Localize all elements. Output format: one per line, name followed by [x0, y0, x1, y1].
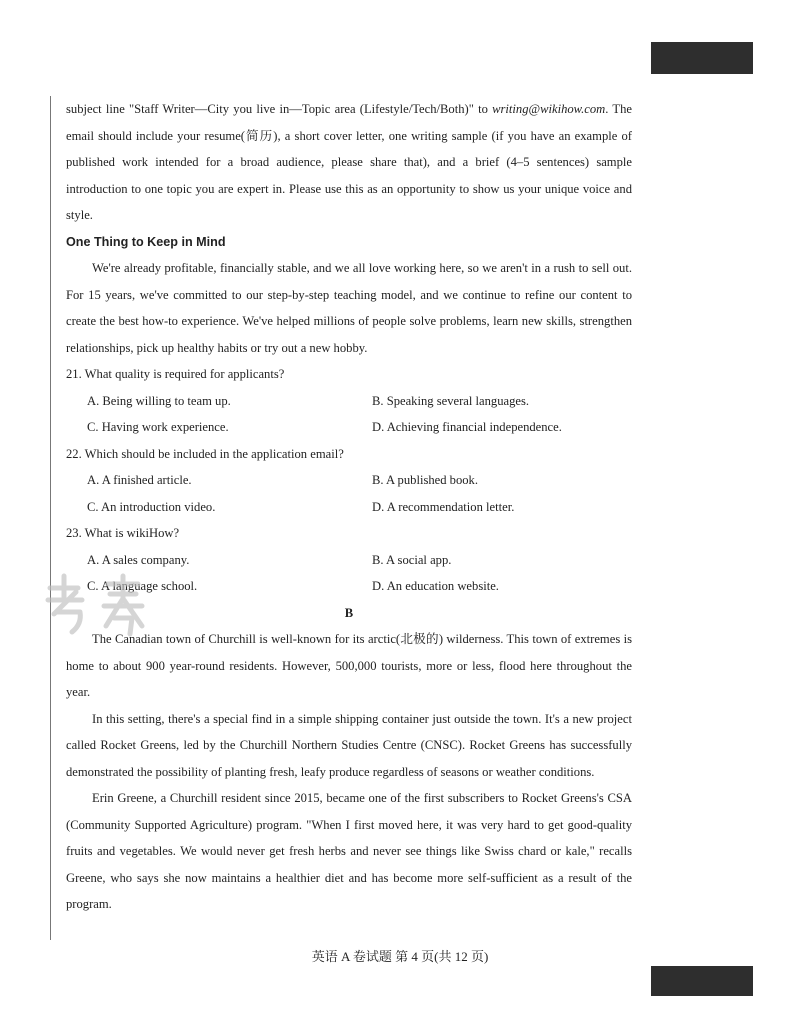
option-a: A. Being willing to team up.: [87, 393, 231, 408]
section-heading: One Thing to Keep in Mind: [66, 234, 226, 249]
passage-b-paragraph-2: In this setting, there's a special find in a simple shipping container just outside the town. It's a new project called Rocket Greens, led by the Churchill Northern Studies Centre (CNSC). Rocket Greens has successfully demonstrated the possibility of planting fresh, leafy produce regardless of seasons or weather conditions.: [66, 711, 632, 779]
keep-in-mind-paragraph: We're already profitable, financially stable, and we all love working here, so we aren't in a rush to sell out. For 15 years, we've committed to our step-by-step teaching model, and we continue to refine our content to create the best how-to experience. We've helped millions of people solve problems, learn new skills, strengthen relationships, pick up healthy habits or try out a new hobby.: [66, 261, 632, 355]
option-a: A. A finished article.: [87, 473, 192, 487]
margin-rule: [50, 96, 51, 940]
scan-corner-mark-bottom: [651, 966, 753, 996]
option-a: A. A sales company.: [87, 552, 190, 567]
option-c: C. A language school.: [87, 579, 198, 593]
email-address: writing@wikihow.com: [492, 102, 606, 116]
scan-corner-mark-top: [651, 42, 753, 74]
document-body: [66, 96, 632, 918]
option-c: C. Having work experience.: [87, 420, 229, 434]
option-c: C. An introduction video.: [87, 499, 216, 514]
option-b: B. Speaking several languages.: [372, 393, 530, 408]
page-footer: 英语 A 卷试题 第 4 页(共 12 页): [311, 949, 489, 964]
question-22: 22. Which should be included in the application email?: [66, 446, 344, 461]
email-paragraph: [66, 96, 632, 229]
question-block: [66, 361, 632, 600]
question-21-options: [66, 388, 632, 441]
passage-b-paragraph-3: Erin Greene, a Churchill resident since 2015, became one of the first subscribers to Rocket Greens's CSA (Community Supported Agriculture) program. "When I first moved here, it was very hard to get good-quality fruits and vegetables. We would never get fresh herbs and never see things like Swiss chard or kale," recalls Greene, who says she now maintains a healthier diet and has become more self-sufficient as a result of the program.: [66, 791, 632, 911]
question-21: 21. What quality is required for applicants?: [66, 367, 285, 381]
option-d: D. An education website.: [372, 579, 499, 593]
option-b: B. A published book.: [372, 473, 479, 487]
option-d: D. A recommendation letter.: [372, 499, 515, 514]
email-paragraph-suffix: . The email should include your resume(简历), a short cover letter, one writing sample (if you have an example of published work intended for a broad audience, please share that), and a brief (4–5 sentences) sample introduction to one topic you are expert in. Please use this as an opportunity to show us your unique voice and style.: [66, 102, 632, 222]
option-d: D. Achieving financial independence.: [372, 420, 562, 434]
option-b: B. A social app.: [372, 552, 452, 567]
question-23: 23. What is wikiHow?: [66, 526, 180, 540]
passage-b-label: B: [344, 605, 354, 620]
email-paragraph-prefix: subject line "Staff Writer—City you live in—Topic area (Lifestyle/Tech/Both)" to: [66, 102, 493, 116]
passage-b-paragraph-1: The Canadian town of Churchill is well-known for its arctic(北极的) wilderness. This town of extremes is home to about 900 year-round residents. However, 500,000 tourists, more or less, flood here throughout the year.: [66, 632, 632, 699]
watermark-stamp: [38, 570, 188, 640]
question-22-options: [66, 467, 632, 520]
